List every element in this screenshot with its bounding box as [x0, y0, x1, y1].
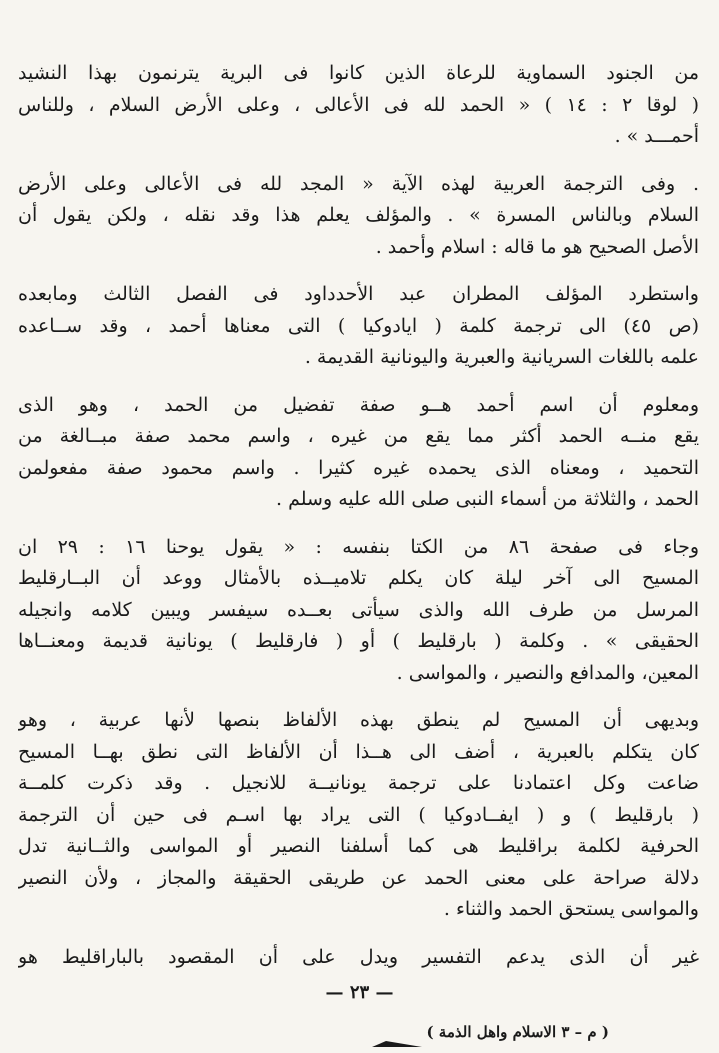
text-line: المرسل من طرف الله والذى سيأتى بعــده سيفسر ويبين كلامه وانجيله: [18, 598, 699, 621]
text-line: الحرفية لكلمة براقليط هى كما أسلفنا النصير أو المواسى والثــانية تدل: [18, 835, 699, 857]
paragraph-6: [18, 705, 699, 926]
page-number: — ٢٣ —: [325, 982, 394, 1003]
paragraph-1: [18, 58, 699, 153]
paragraph-5: [18, 532, 699, 690]
paragraph-4: [18, 390, 699, 516]
paragraph-gap: [18, 374, 699, 390]
text-line: واستطرد المؤلف المطران عبد الأحدداود فى الفصل الثالث ومابعده: [18, 283, 699, 305]
text-line: ضاعت وكل اعتمادنا على ترجمة يونانيــة للانجيل . وقد ذكرت كلمــة: [18, 772, 699, 794]
text-line: والمواسى يستحق الحمد والثناء .: [443, 898, 699, 920]
paragraph-3: [18, 279, 699, 374]
text-line: الأصل الصحيح هو ما قاله : اسلام وأحمد .: [375, 235, 699, 258]
text-line: علمه باللغات السريانية والعبرية واليونانية القديمة .: [304, 346, 699, 368]
text-line: أحمـــد » .: [614, 125, 699, 147]
text-line: . وفى الترجمة العربية لهذه الآية « المجد لله فى الأعالى وعلى الأرض: [18, 172, 699, 195]
text-line: التحميد ، ومعناه الذى يحمده غيره كثيرا . واسم محمود صفة مفعولمن: [18, 456, 699, 479]
text-line: السلام وبالناس المسرة » . والمؤلف يعلم هذا وقد نقله ، ولكن يقول أن: [18, 204, 699, 226]
text-line: غير أن الذى يدعم التفسير ويدل على أن المقصود بالباراقليط هو: [18, 945, 699, 968]
text-line: يقع منــه الحمد أكثر مما يقع من غيره ، واسم محمد صفة مبــالغة من: [18, 425, 699, 447]
footer-ornament: [372, 1040, 422, 1048]
paragraph-2: [18, 169, 699, 264]
paragraph-gap: [18, 689, 699, 705]
text-line: وبديهى أن المسيح لم ينطق بهذه الألفاظ بنصها لأنها عربية ، وهو: [18, 709, 699, 731]
text-line: المعين، والمدافع والنصير ، والمواسى .: [396, 661, 699, 684]
text-line: دلالة صراحة على معنى الحمد عن طريقى الحقيقة والمجاز ، ولأن النصير: [18, 866, 699, 889]
paragraph-gap: [18, 263, 699, 279]
paragraph-gap: [18, 516, 699, 532]
text-line: ( لوقا ٢ : ١٤ ) « الحمد لله فى الأعالى ، وعلى الأرض السلام ، وللناس: [18, 93, 699, 116]
text-line: ( بارقليط ) و ( ايفــادوكيا ) التى يراد بها اسـم فى حين أن الترجمة: [18, 803, 699, 826]
text-line: ومعلوم أن اسم أحمد هــو صفة تفضيل من الحمد ، وهو الذى: [18, 393, 699, 416]
text-line: الحمد ، والثلاثة من أسماء النبى صلى الله عليه وسلم .: [276, 488, 699, 510]
paragraph-gap: [18, 926, 699, 942]
text-line: من الجنود السماوية للرعاة الذين كانوا فى البرية يترنمون بهذا النشيد: [18, 62, 699, 84]
text-line: الحقيقى » . وكلمة ( بارقليط ) أو ( فارقليط ) يونانية قديمة ومعنــاها: [18, 630, 699, 652]
footer-signature: ( م – ٣ الاسلام واهل الذمة ): [426, 1023, 609, 1041]
paragraph-7: [18, 942, 699, 974]
text-line: (ص ٤٥) الى ترجمة كلمة ( ايادوكيا ) التى معناها أحمد ، وقد ســاعده: [18, 314, 699, 337]
text-line: وجاء فى صفحة ٨٦ من الكتا بنفسه : « يقول يوحنا ١٦ : ٢٩ ان: [18, 535, 699, 558]
text-line: كان يتكلم بالعبرية ، أضف الى هــذا أن الألفاظ التى نطق بهــا المسيح: [18, 740, 699, 763]
paragraph-gap: [18, 153, 699, 169]
text-line: المسيح الى آخر ليلة كان يكلم تلاميــذه بالأمثال ووعد أن البــارقليط: [18, 567, 699, 589]
